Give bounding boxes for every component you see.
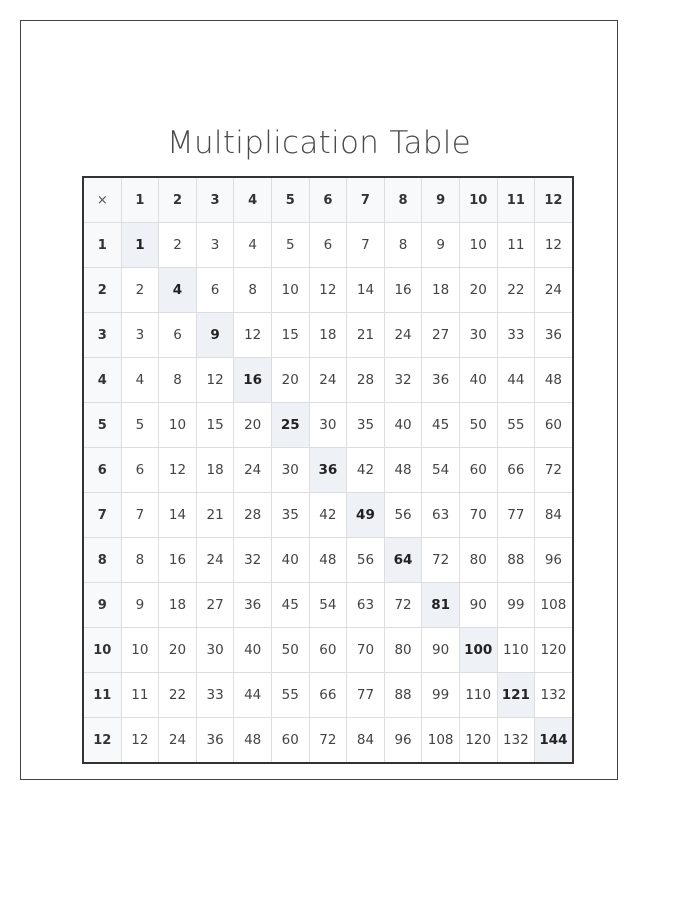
- column-header: 5: [271, 177, 309, 223]
- table-cell: 8: [384, 223, 422, 268]
- row-header: 5: [83, 403, 121, 448]
- table-cell: 35: [271, 493, 309, 538]
- table-cell: 40: [459, 358, 497, 403]
- row-header: 8: [83, 538, 121, 583]
- table-cell: 90: [459, 583, 497, 628]
- table-cell: 108: [422, 718, 460, 764]
- table-row: [83, 358, 573, 403]
- table-cell: 27: [196, 583, 234, 628]
- page-title: Multiplication Table: [166, 125, 472, 161]
- table-cell: 18: [422, 268, 460, 313]
- table-cell: 72: [384, 583, 422, 628]
- table-row: [83, 628, 573, 673]
- table-body: [83, 223, 573, 764]
- table-cell: 84: [347, 718, 385, 764]
- column-header: 1: [121, 177, 159, 223]
- table-cell: 24: [196, 538, 234, 583]
- table-cell: 21: [347, 313, 385, 358]
- table-cell: 12: [234, 313, 272, 358]
- multiplication-table: [82, 176, 574, 764]
- table-cell: 22: [159, 673, 197, 718]
- table-cell: 44: [497, 358, 535, 403]
- table-row: [83, 223, 573, 268]
- table-cell: 70: [347, 628, 385, 673]
- table-cell-square: 16: [234, 358, 272, 403]
- table-cell-square: 25: [271, 403, 309, 448]
- table-cell: 42: [347, 448, 385, 493]
- table-cell: 33: [497, 313, 535, 358]
- table-cell: 20: [271, 358, 309, 403]
- table-cell: 84: [535, 493, 573, 538]
- table-cell: 14: [347, 268, 385, 313]
- table-cell: 70: [459, 493, 497, 538]
- table-cell: 55: [271, 673, 309, 718]
- table-cell: 28: [347, 358, 385, 403]
- table-cell: 11: [121, 673, 159, 718]
- table-cell: 24: [309, 358, 347, 403]
- table-cell: 108: [535, 583, 573, 628]
- table-cell-square: 36: [309, 448, 347, 493]
- table-cell: 110: [497, 628, 535, 673]
- table-cell: 8: [234, 268, 272, 313]
- table-cell: 2: [159, 223, 197, 268]
- table-cell: 7: [121, 493, 159, 538]
- table-cell: 60: [459, 448, 497, 493]
- table-cell: 36: [422, 358, 460, 403]
- table-cell: 48: [309, 538, 347, 583]
- table-cell: 12: [196, 358, 234, 403]
- table-cell: 96: [384, 718, 422, 764]
- table-cell: 80: [459, 538, 497, 583]
- table-cell: 110: [459, 673, 497, 718]
- table-cell: 24: [384, 313, 422, 358]
- table-row: [83, 403, 573, 448]
- column-header: 11: [497, 177, 535, 223]
- table-row: [83, 493, 573, 538]
- table-cell: 6: [121, 448, 159, 493]
- table-cell: 48: [384, 448, 422, 493]
- table-cell: 48: [535, 358, 573, 403]
- table-cell: 6: [159, 313, 197, 358]
- table-cell: 15: [271, 313, 309, 358]
- table-header-row: [83, 177, 573, 223]
- column-header: 3: [196, 177, 234, 223]
- row-header: 7: [83, 493, 121, 538]
- table-cell: 45: [422, 403, 460, 448]
- column-header: 12: [535, 177, 573, 223]
- table-row: [83, 448, 573, 493]
- table-cell: 7: [347, 223, 385, 268]
- table-cell: 90: [422, 628, 460, 673]
- table-cell: 36: [535, 313, 573, 358]
- row-header: 2: [83, 268, 121, 313]
- table-row: [83, 718, 573, 764]
- table-cell: 56: [347, 538, 385, 583]
- table-cell: 6: [309, 223, 347, 268]
- table-cell: 56: [384, 493, 422, 538]
- table-cell-square: 121: [497, 673, 535, 718]
- table-cell: 10: [159, 403, 197, 448]
- table-cell: 60: [535, 403, 573, 448]
- table-cell-square: 1: [121, 223, 159, 268]
- table-cell: 54: [422, 448, 460, 493]
- table-cell: 5: [271, 223, 309, 268]
- table-cell: 21: [196, 493, 234, 538]
- column-header: 10: [459, 177, 497, 223]
- table-cell: 28: [234, 493, 272, 538]
- table-cell: 12: [535, 223, 573, 268]
- table-cell: 77: [347, 673, 385, 718]
- table-cell: 120: [459, 718, 497, 764]
- table-cell: 18: [159, 583, 197, 628]
- table-cell: 36: [234, 583, 272, 628]
- table-cell-square: 9: [196, 313, 234, 358]
- table-cell: 88: [384, 673, 422, 718]
- row-header: 4: [83, 358, 121, 403]
- corner-cell: ×: [83, 177, 121, 223]
- table-cell: 120: [535, 628, 573, 673]
- table-cell-square: 81: [422, 583, 460, 628]
- column-header: 4: [234, 177, 272, 223]
- table-cell: 72: [422, 538, 460, 583]
- row-header: 6: [83, 448, 121, 493]
- table-cell: 9: [422, 223, 460, 268]
- table-cell: 88: [497, 538, 535, 583]
- table-cell: 24: [159, 718, 197, 764]
- table-cell: 55: [497, 403, 535, 448]
- table-cell: 42: [309, 493, 347, 538]
- table-cell: 40: [384, 403, 422, 448]
- table-cell: 60: [309, 628, 347, 673]
- table-cell: 16: [159, 538, 197, 583]
- table-cell: 2: [121, 268, 159, 313]
- column-header: 9: [422, 177, 460, 223]
- row-header: 12: [83, 718, 121, 764]
- table-cell: 66: [497, 448, 535, 493]
- table-cell: 63: [422, 493, 460, 538]
- table-cell: 9: [121, 583, 159, 628]
- table-cell: 30: [459, 313, 497, 358]
- table-cell-square: 100: [459, 628, 497, 673]
- table-cell: 8: [159, 358, 197, 403]
- table-cell: 50: [271, 628, 309, 673]
- table-row: [83, 583, 573, 628]
- table-cell: 96: [535, 538, 573, 583]
- table-cell: 35: [347, 403, 385, 448]
- table-cell: 99: [497, 583, 535, 628]
- table-cell: 3: [196, 223, 234, 268]
- table-cell: 63: [347, 583, 385, 628]
- table-cell: 4: [121, 358, 159, 403]
- table-cell: 3: [121, 313, 159, 358]
- table-cell: 10: [121, 628, 159, 673]
- table-cell: 18: [309, 313, 347, 358]
- table-cell: 132: [535, 673, 573, 718]
- table-cell-square: 144: [535, 718, 573, 764]
- table-cell: 40: [234, 628, 272, 673]
- table-cell: 33: [196, 673, 234, 718]
- table-row: [83, 538, 573, 583]
- table-cell: 99: [422, 673, 460, 718]
- row-header: 1: [83, 223, 121, 268]
- table-cell: 18: [196, 448, 234, 493]
- table-cell: 30: [309, 403, 347, 448]
- table-cell: 30: [196, 628, 234, 673]
- table-cell: 16: [384, 268, 422, 313]
- table-row: [83, 673, 573, 718]
- table-cell: 60: [271, 718, 309, 764]
- table-cell: 20: [234, 403, 272, 448]
- page-frame: [20, 20, 618, 780]
- table-cell: 132: [497, 718, 535, 764]
- table-cell: 11: [497, 223, 535, 268]
- table-cell: 50: [459, 403, 497, 448]
- table-cell: 32: [384, 358, 422, 403]
- table-cell: 12: [159, 448, 197, 493]
- table-cell: 77: [497, 493, 535, 538]
- table-cell: 30: [271, 448, 309, 493]
- table-cell: 54: [309, 583, 347, 628]
- table-cell: 24: [234, 448, 272, 493]
- table-cell: 15: [196, 403, 234, 448]
- column-header: 8: [384, 177, 422, 223]
- table-cell: 66: [309, 673, 347, 718]
- table-cell: 10: [459, 223, 497, 268]
- table-cell: 14: [159, 493, 197, 538]
- table-cell: 44: [234, 673, 272, 718]
- table-cell: 20: [159, 628, 197, 673]
- table-cell: 4: [234, 223, 272, 268]
- table-cell: 72: [535, 448, 573, 493]
- table-cell: 20: [459, 268, 497, 313]
- table-row: [83, 313, 573, 358]
- table-cell: 36: [196, 718, 234, 764]
- table-cell: 5: [121, 403, 159, 448]
- row-header: 3: [83, 313, 121, 358]
- table-row: [83, 268, 573, 313]
- table-cell: 6: [196, 268, 234, 313]
- column-header: 2: [159, 177, 197, 223]
- table-cell: 10: [271, 268, 309, 313]
- row-header: 11: [83, 673, 121, 718]
- table-cell: 40: [271, 538, 309, 583]
- table-cell: 22: [497, 268, 535, 313]
- table-cell-square: 49: [347, 493, 385, 538]
- table-cell: 12: [121, 718, 159, 764]
- table-cell: 8: [121, 538, 159, 583]
- row-header: 10: [83, 628, 121, 673]
- column-header: 7: [347, 177, 385, 223]
- table-cell: 27: [422, 313, 460, 358]
- row-header: 9: [83, 583, 121, 628]
- table-cell: 80: [384, 628, 422, 673]
- table-cell: 72: [309, 718, 347, 764]
- table-cell-square: 64: [384, 538, 422, 583]
- table-cell: 32: [234, 538, 272, 583]
- table-cell-square: 4: [159, 268, 197, 313]
- table-cell: 48: [234, 718, 272, 764]
- column-header: 6: [309, 177, 347, 223]
- table-cell: 45: [271, 583, 309, 628]
- table-cell: 24: [535, 268, 573, 313]
- table-cell: 12: [309, 268, 347, 313]
